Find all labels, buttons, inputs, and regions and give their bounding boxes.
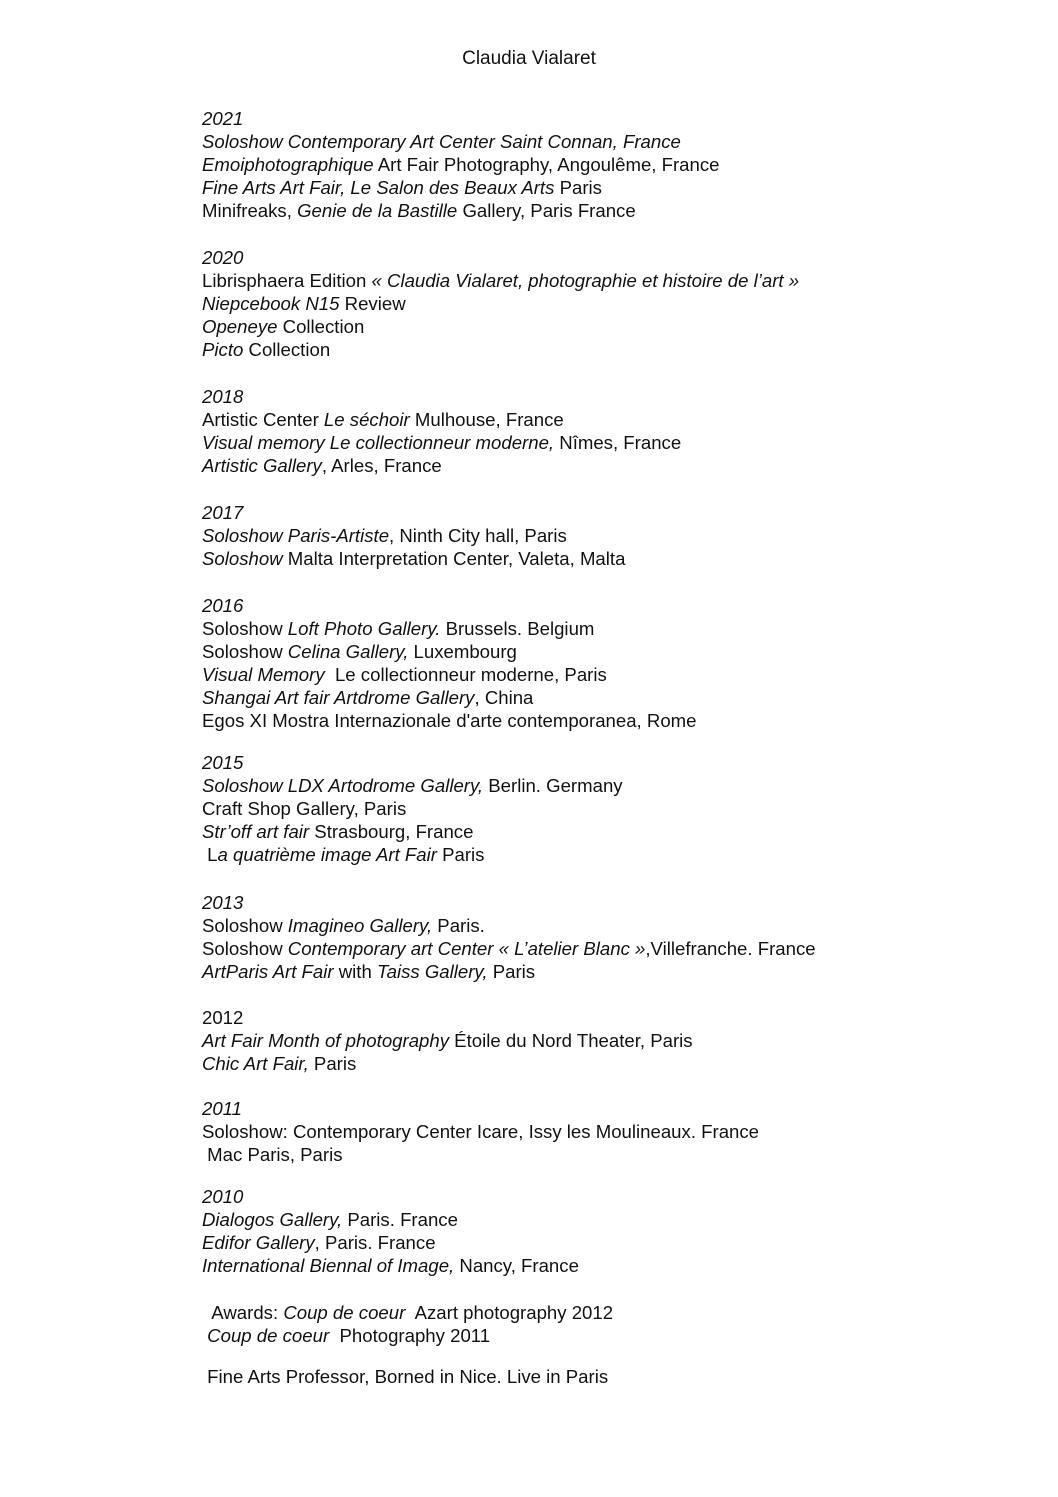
- text-run: Brussels. Belgium: [440, 618, 595, 640]
- text-run: Paris.: [432, 915, 485, 937]
- year-section-2018: [202, 385, 1022, 477]
- text-run: Artistic Gallery: [202, 455, 322, 477]
- year-section-2017: [202, 501, 1022, 570]
- text-run: Awards:: [202, 1302, 284, 1323]
- text-run: Luxembourg: [408, 641, 517, 663]
- text-run: Malta Interpretation Center, Valeta, Malta: [282, 548, 626, 570]
- text-run: Shangai Art fair Artdrome Gallery: [202, 687, 475, 709]
- exhibition-entry: [202, 153, 1022, 176]
- exhibition-entry: [202, 1231, 1022, 1254]
- text-run: , Paris. France: [314, 1232, 436, 1254]
- text-run: Soloshow: [202, 548, 283, 570]
- exhibition-entry: [202, 199, 1022, 222]
- exhibition-entry: [202, 1143, 1022, 1166]
- exhibition-entry: [202, 1052, 1022, 1075]
- text-run: Paris: [308, 1053, 357, 1075]
- exhibition-entry: [202, 1029, 1022, 1052]
- bio-line: Fine Arts Professor, Borned in Nice. Live in Paris: [202, 1366, 609, 1387]
- exhibition-entry: [202, 663, 1022, 686]
- text-run: Strasbourg, France: [309, 821, 474, 843]
- text-run: Picto: [202, 339, 244, 361]
- text-run: « Claudia Vialaret, photographie et histoire de l’art »: [371, 270, 800, 292]
- year-section-2013: [202, 891, 1022, 983]
- text-run: Paris. France: [342, 1209, 458, 1231]
- text-run: Collection: [277, 316, 365, 338]
- exhibition-entry: [202, 315, 1022, 338]
- text-run: Paris: [436, 844, 485, 866]
- text-run: Str’off art fair: [202, 821, 310, 843]
- exhibition-entry: [202, 292, 1022, 315]
- text-run: Soloshow LDX Artodrome Gallery,: [202, 775, 484, 797]
- text-run: Visual memory Le collectionneur moderne,: [202, 432, 555, 454]
- text-run: Visual Memory: [202, 664, 325, 686]
- exhibition-entry: [202, 797, 1022, 820]
- text-run: Soloshow Contemporary Art Center Saint Connan, France: [202, 131, 681, 153]
- year-heading: 2018: [202, 386, 244, 407]
- exhibition-entry: [202, 130, 1022, 153]
- text-run: Coup de coeur: [283, 1302, 406, 1323]
- text-run: Celina Gallery,: [287, 641, 409, 663]
- text-run: Soloshow: Contemporary Center Icare, Issy les Moulineaux. France: [202, 1121, 760, 1143]
- text-run: Le collectionneur moderne, Paris: [324, 664, 607, 686]
- exhibition-entry: [202, 454, 1022, 477]
- exhibition-entry: [202, 338, 1022, 361]
- text-run: Photography 2011: [329, 1325, 491, 1347]
- exhibition-entry: [202, 914, 1022, 937]
- exhibition-entry: [202, 617, 1022, 640]
- text-run: Craft Shop Gallery, Paris: [202, 798, 407, 820]
- text-run: Mulhouse, France: [409, 409, 564, 431]
- year-heading: 2016: [202, 595, 244, 616]
- exhibition-entry: [202, 269, 1022, 292]
- award-entry: [202, 1324, 1022, 1347]
- text-run: Artistic Center: [202, 409, 324, 431]
- exhibition-entry: [202, 937, 1022, 960]
- exhibition-entry: [202, 431, 1022, 454]
- exhibition-entry: [202, 843, 1022, 866]
- bio-section: [202, 1365, 1022, 1388]
- text-run: , Arles, France: [321, 455, 442, 477]
- year-heading: 2010: [202, 1186, 244, 1207]
- year-heading: 2012: [202, 1007, 244, 1028]
- year-section-2021: [202, 107, 1022, 222]
- text-run: Gallery, Paris France: [457, 200, 636, 222]
- year-heading: 2021: [202, 108, 244, 129]
- year-heading: 2013: [202, 892, 244, 913]
- text-run: L: [202, 844, 218, 866]
- text-run: Soloshow: [202, 641, 288, 663]
- year-section-2016: [202, 594, 1022, 733]
- awards-section: [202, 1301, 1022, 1347]
- award-entry: [202, 1301, 1022, 1324]
- year-section-2020: [202, 246, 1022, 361]
- text-run: Taiss Gallery,: [376, 961, 488, 983]
- text-run: Minifreaks,: [202, 200, 298, 222]
- exhibition-entry: [202, 640, 1022, 663]
- text-run: ,Villefranche. France: [645, 938, 816, 960]
- exhibition-entry: [202, 1120, 1022, 1143]
- text-run: Librisphaera Edition: [202, 270, 372, 292]
- text-run: Soloshow: [202, 938, 288, 960]
- text-run: Fine Arts Art Fair, Le Salon des Beaux Arts: [202, 177, 555, 199]
- text-run: Azart photography 2012: [405, 1302, 614, 1323]
- text-run: Coup de coeur: [207, 1325, 330, 1347]
- exhibition-entry: [202, 960, 1022, 983]
- text-run: Contemporary art Center « L’atelier Blanc »: [287, 938, 646, 960]
- text-run: with: [333, 961, 377, 983]
- exhibition-entry: [202, 524, 1022, 547]
- text-run: ArtParis Art Fair: [202, 961, 334, 983]
- text-run: Dialogos Gallery,: [202, 1209, 343, 1231]
- text-run: Soloshow Paris-Artiste: [202, 525, 390, 547]
- exhibition-entry: [202, 820, 1022, 843]
- text-run: International Biennal of Image,: [202, 1255, 455, 1277]
- year-heading: 2015: [202, 752, 244, 773]
- exhibition-entry: [202, 686, 1022, 709]
- exhibition-entry: [202, 1254, 1022, 1277]
- text-run: Soloshow: [202, 915, 288, 937]
- text-run: , China: [474, 687, 534, 709]
- exhibition-entry: [202, 709, 1022, 732]
- year-heading: 2011: [202, 1098, 242, 1119]
- text-run: , Ninth City hall, Paris: [389, 525, 567, 547]
- page-title: Claudia Vialaret: [462, 48, 596, 69]
- year-section-2011: [202, 1097, 1022, 1166]
- text-run: Genie de la Bastille: [297, 200, 458, 222]
- exhibition-entry: [202, 176, 1022, 199]
- text-run: Emoiphotographique: [202, 154, 374, 176]
- text-run: Chic Art Fair,: [202, 1053, 309, 1075]
- text-run: Edifor Gallery: [202, 1232, 315, 1254]
- exhibition-entry: [202, 1208, 1022, 1231]
- text-run: Nîmes, France: [554, 432, 682, 454]
- text-run: Berlin. Germany: [483, 775, 623, 797]
- year-heading: 2020: [202, 247, 244, 268]
- text-run: Review: [339, 293, 406, 315]
- text-run: Art Fair Month of photography: [202, 1030, 450, 1052]
- text-run: Openeye: [202, 316, 278, 338]
- text-run: Soloshow: [202, 618, 288, 640]
- text-run: Le séchoir: [323, 409, 410, 431]
- text-run: Egos XI Mostra Internazionale d'arte contemporanea, Rome: [202, 710, 697, 732]
- text-run: Niepcebook N15: [202, 293, 340, 315]
- text-run: Loft Photo Gallery.: [287, 618, 441, 640]
- text-run: a quatrième image Art Fair: [217, 844, 437, 866]
- text-run: Mac Paris, Paris: [202, 1144, 343, 1166]
- text-run: Imagineo Gallery,: [287, 915, 433, 937]
- text-run: Paris: [554, 177, 602, 199]
- year-heading: 2017: [202, 502, 244, 523]
- year-section-2015: [202, 751, 1022, 866]
- year-section-2012: [202, 1006, 1022, 1075]
- text-run: Art Fair Photography, Angoulême, France: [373, 154, 720, 176]
- exhibition-entry: [202, 547, 1022, 570]
- text-run: Étoile du Nord Theater, Paris: [449, 1030, 693, 1052]
- text-run: Collection: [243, 339, 331, 361]
- year-section-2010: [202, 1185, 1022, 1277]
- exhibition-entry: [202, 408, 1022, 431]
- text-run: Paris: [487, 961, 536, 983]
- text-run: Nancy, France: [454, 1255, 579, 1277]
- exhibition-entry: [202, 774, 1022, 797]
